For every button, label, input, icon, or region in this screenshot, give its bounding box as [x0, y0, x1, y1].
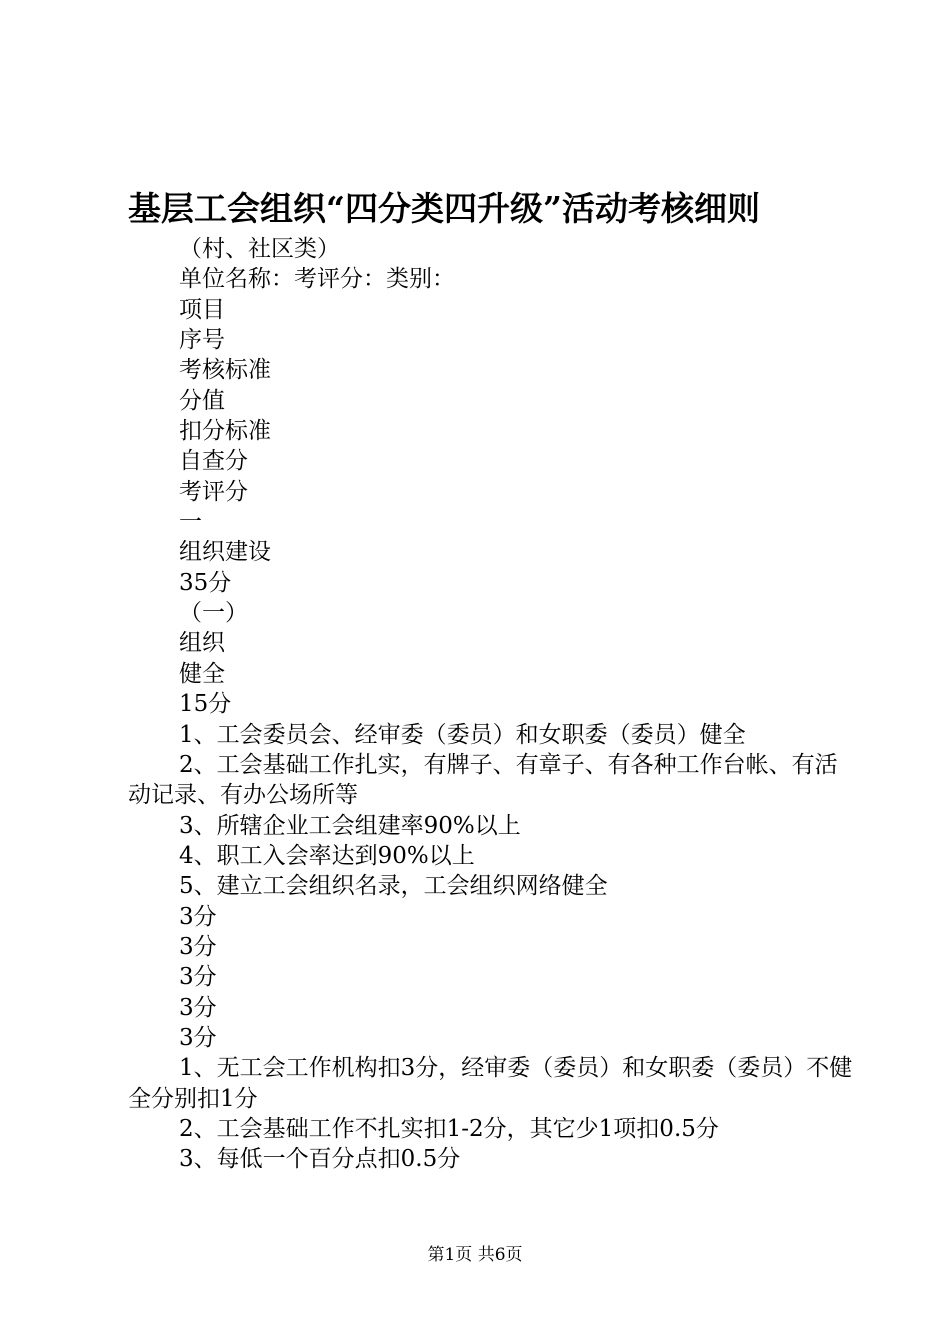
text-line: 自查分: [179, 448, 248, 475]
text-line: 2、工会基础工作不扎实扣1-2分，其它少1项扣0.5分: [179, 1115, 719, 1142]
text-line: 35分: [179, 569, 232, 596]
text-line: 考核标准: [179, 357, 271, 384]
text-line: 扣分标准: [179, 418, 271, 445]
text-line: 3分: [179, 903, 217, 930]
text-line: 3分: [179, 933, 217, 960]
text-line: 健全: [179, 660, 225, 687]
text-line: 2、工会基础工作扎实，有牌子、有章子、有各种工作台帐、有活动记录、有办公场所等: [128, 751, 838, 809]
text-line: 考评分: [179, 478, 248, 505]
text-line: 组织: [179, 630, 225, 657]
text-line: 组织建设: [179, 539, 271, 566]
text-line: 5、建立工会组织名录，工会组织网络健全: [179, 873, 608, 900]
page-footer: 第1页 共6页: [427, 1245, 523, 1265]
text-line: 序号: [179, 327, 225, 354]
text-line: 15分: [179, 691, 232, 718]
text-line: 一: [179, 509, 202, 536]
document-title: 基层工会组织“四分类四升级”活动考核细则: [128, 189, 760, 228]
text-line: 3分: [179, 1024, 217, 1051]
text-line: 项目: [179, 296, 225, 323]
text-line: 4、职工入会率达到90%以上: [179, 842, 475, 869]
text-line: （村、社区类）: [179, 236, 340, 262]
text-line: 1、无工会工作机构扣3分，经审委（委员）和女职委（委员）不健全分别扣1分: [128, 1055, 853, 1112]
text-line: 3分: [179, 964, 217, 991]
text-line: 3分: [179, 994, 217, 1021]
text-line: 1、工会委员会、经审委（委员）和女职委（委员）健全: [179, 721, 746, 748]
text-line: （一）: [179, 600, 248, 627]
text-line: 3、所辖企业工会组建率90%以上: [179, 812, 521, 839]
text-line: 分值: [179, 387, 225, 414]
text-line: 3、每低一个百分点扣0.5分: [179, 1146, 461, 1173]
text-line: 单位名称：考评分：类别：: [179, 266, 455, 293]
document-body: [128, 234, 853, 1175]
